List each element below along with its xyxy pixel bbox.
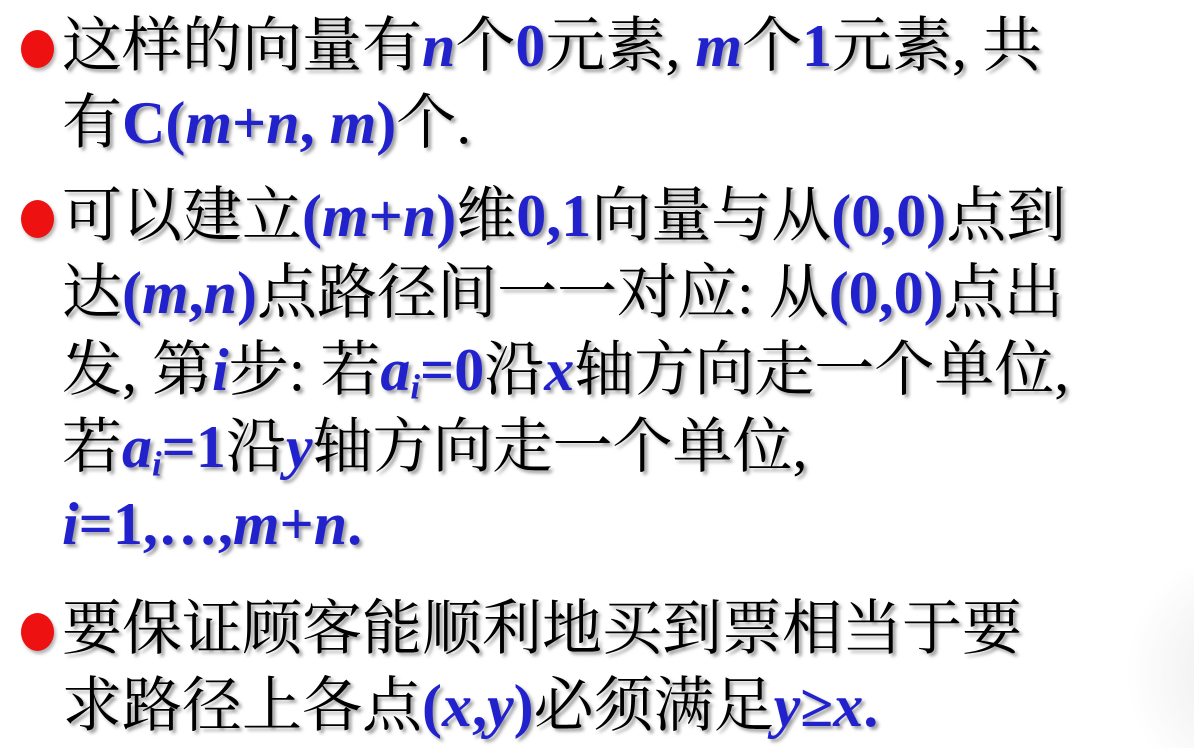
text-run: 元素, 共 [832, 13, 1043, 79]
text-run: . [347, 491, 363, 557]
text-run: m [321, 183, 369, 249]
text-run: 这样的向量有 [62, 13, 422, 79]
text-run: ( [302, 183, 322, 249]
text-run: , [299, 90, 330, 156]
text-run: + [279, 491, 314, 557]
text-run: =1,…, [78, 491, 233, 557]
text-run: m [185, 90, 232, 156]
text-run: a [380, 337, 411, 403]
text-run: 向量与从 [591, 183, 832, 249]
text-run: 个. [396, 90, 472, 156]
bullet-item [0, 591, 1194, 745]
text-run: n [422, 13, 456, 79]
text-run: , [471, 673, 487, 739]
text-run: 元素, [545, 13, 696, 79]
text-run: (0,0) [831, 183, 947, 249]
text-run: y [285, 414, 313, 480]
text-run: y [486, 673, 514, 739]
text-line [62, 85, 1194, 162]
text-run: 轴方向走一个单位, [574, 337, 1070, 403]
text-run: 求路径上各点 [62, 673, 422, 739]
text-run: 达 [62, 260, 122, 326]
text-run: + [231, 90, 267, 156]
text-run: m [695, 13, 743, 79]
text-line [62, 178, 1194, 255]
text-run: 要保证顾客能顺利地买到票相当于要 [62, 596, 1022, 662]
bullet-icon [21, 613, 54, 651]
bullet-text [62, 591, 1194, 745]
bullet-icon [21, 200, 54, 238]
text-run: 步: 若 [228, 337, 381, 403]
text-run: x [544, 337, 575, 403]
text-run: 个 [742, 13, 803, 79]
text-line [62, 668, 1194, 745]
text-run: m [141, 260, 189, 326]
text-line [62, 8, 1194, 85]
text-run: ) [237, 260, 258, 326]
bullet-item [0, 8, 1194, 162]
text-line [62, 255, 1194, 332]
text-run: i [62, 491, 79, 557]
text-run: 点到 [946, 183, 1067, 249]
text-run: x [833, 673, 864, 739]
text-run: 沿 [225, 414, 286, 480]
text-run: 点路径间一一对应: 从 [257, 260, 829, 326]
text-run: ( [422, 673, 442, 739]
text-run: 必须满足 [533, 673, 774, 739]
text-run: n [203, 260, 238, 326]
text-run: 若 [62, 414, 122, 480]
text-line [62, 591, 1194, 668]
text-run: ) [436, 183, 457, 249]
text-run: ) [376, 90, 397, 156]
text-run: 0,1 [516, 183, 592, 249]
text-run: i [410, 367, 421, 407]
text-run: 有 [62, 90, 122, 156]
text-run: =0 [420, 337, 485, 403]
text-run: 点出 [943, 260, 1064, 326]
text-run: 可以建立 [62, 183, 302, 249]
text-line [62, 409, 1194, 486]
text-run: 1 [802, 13, 833, 79]
text-run: i [212, 337, 229, 403]
bullet-text [62, 178, 1194, 563]
text-run: . [863, 673, 879, 739]
text-run: n [313, 491, 348, 557]
text-run: 个 [455, 13, 516, 79]
text-run: n [402, 183, 437, 249]
text-run: n [266, 90, 300, 156]
bullet-text [62, 8, 1194, 162]
text-line [62, 332, 1194, 409]
text-run: m [232, 491, 280, 557]
text-run: a [122, 414, 152, 480]
text-run: =1 [161, 414, 226, 480]
text-run: x [441, 673, 472, 739]
text-run: 轴方向走一个单位, [312, 414, 808, 480]
text-run: 沿 [484, 337, 545, 403]
text-run: 发, 第 [62, 337, 212, 403]
bullet-list [0, 8, 1194, 745]
text-run: , [188, 260, 204, 326]
text-run: 维 [456, 183, 517, 249]
text-run: C( [122, 90, 186, 156]
text-run: ≥ [800, 673, 834, 739]
bullet-item [0, 178, 1194, 563]
text-run: + [368, 183, 403, 249]
text-run: m [329, 90, 377, 156]
text-line [62, 486, 1194, 563]
text-run: 0 [515, 13, 546, 79]
text-run: ) [513, 673, 534, 739]
text-run: ( [122, 260, 142, 326]
text-run: (0,0) [828, 260, 944, 326]
bullet-icon [21, 30, 54, 68]
text-run: y [773, 673, 801, 739]
text-run: i [152, 444, 162, 484]
